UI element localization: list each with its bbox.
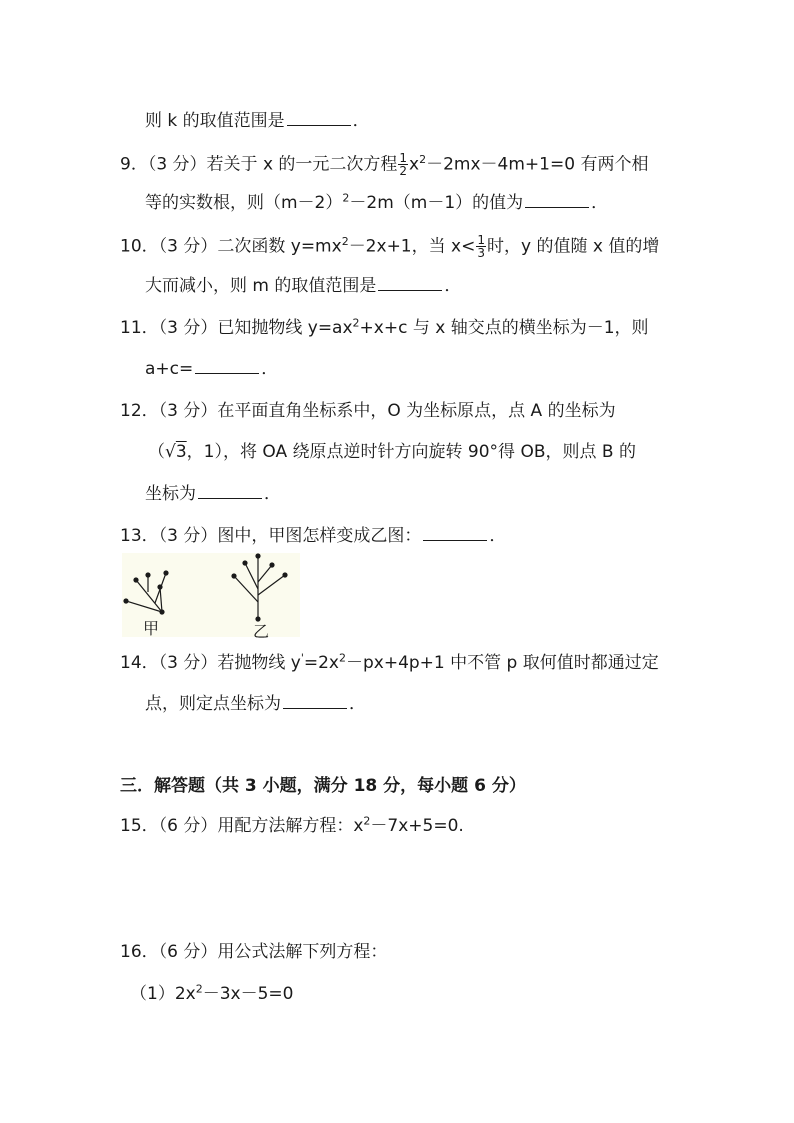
answer-blank [283,692,347,709]
tree-a [124,571,168,614]
q11-line2 [145,357,278,381]
q10-text-a: 10．（3 分）二次函数 y=mx [120,236,342,257]
answer-blank [423,524,487,541]
sqrt-symbol: √ [165,442,176,462]
q10-text-b: －2x+1，当 x< [348,236,476,257]
q14-text-c: －px+4p+1 中不管 p 取何值时都通过定 [345,653,659,673]
frac-denominator: 3 [477,246,485,260]
q12-text-c: ，1），将 OA 绕原点逆时针方向旋转 90°得 OB，则点 B 的 [186,442,636,462]
answer-blank [287,109,351,126]
q15-text-b: －7x+5=0. [370,816,464,836]
q16-text-b: （1）2x [130,984,196,1004]
q10-exponent: 2 [341,234,349,248]
q14-exponent: 2 [338,651,346,665]
q11-exponent: 2 [352,316,360,330]
q13-figure [122,553,300,641]
q11-text-c: a+c= [145,359,194,379]
q16-sub1 [130,982,293,1006]
q12-line3 [145,482,281,506]
answer-blank [525,191,589,208]
q9-exponent: 2 [419,152,427,166]
q15-line1 [120,814,464,838]
q12-end: ． [264,484,281,504]
q10-fraction [476,234,486,259]
q9-text-b: x [409,154,420,175]
q10-line1 [120,234,659,259]
q9-exponent-2: 2 [342,191,350,205]
label-yi: 乙 [253,622,270,641]
section-title [120,774,526,798]
q16-line1 [120,940,387,964]
q12-text-d: 坐标为 [145,484,196,504]
q9-text-a: 9．（3 分）若关于 x 的一元二次方程 [120,154,398,175]
label-jia: 甲 [143,619,160,638]
q16-text-c: －3x－5=0 [202,984,294,1004]
q15-text-a: 15．（6 分）用配方法解方程：x [120,816,364,836]
q10-text-d: 大而减小，则 m 的取值范围是 [145,276,377,296]
q15-exponent: 2 [363,814,371,828]
q14-text-b: =2x [303,653,339,673]
section3-title-text: 三．解答题（共 3 小题，满分 18 分，每小题 6 分） [120,776,526,796]
q9-line2 [145,191,608,215]
q13-line1 [120,524,506,548]
q11-text-a: 11．（3 分）已知抛物线 y=ax [120,318,353,338]
q10-end: ． [444,276,462,296]
sqrt-value: 3 [175,442,187,462]
answer-blank [198,482,262,499]
q12-line2 [148,440,636,464]
q14-text-a: 14．（3 分）若抛物线 y [120,653,301,673]
q9-text-e: －2m（m－1）的值为 [349,193,524,213]
q14-text-d: 点，则定点坐标为 [145,694,281,714]
q9-end: ． [591,193,609,213]
q10-line2 [145,274,461,298]
q9-text-c: －2mx－4m+1=0 有两个相 [426,154,649,175]
answer-blank [195,357,259,374]
q14-prime: ' [300,651,304,665]
frac-numerator: 1 [477,233,485,247]
q14-end: ． [349,694,366,714]
frac-denominator: 2 [399,164,408,178]
q16-text-a: 16．（6 分）用公式法解下列方程： [120,942,388,962]
tree-b [232,554,287,621]
answer-blank [378,274,442,291]
q9-text-d: 等的实数根，则（m－2） [145,193,343,213]
q14-line2 [145,692,366,716]
q12-line1 [120,399,616,423]
q16-exponent: 2 [195,982,203,996]
q11-end: ． [261,359,279,379]
q9-fraction [398,152,408,177]
q11-text-b: +x+c 与 x 轴交点的横坐标为－1，则 [359,318,649,338]
q13-text: 13．（3 分）图中，甲图怎样变成乙图： [120,526,422,546]
q12-text-b: （ [148,442,165,462]
q8-tail [145,109,370,133]
frac-numerator: 1 [399,151,408,165]
q11-line1 [120,316,649,340]
q8-end: ． [352,111,370,131]
q8-tail-text: 则 k 的取值范围是 [145,111,285,131]
q10-text-c: 时，y 的值随 x 值的增 [486,236,660,257]
q14-line1 [120,651,659,675]
q9-line1 [120,152,648,177]
q12-text-a: 12．（3 分）在平面直角坐标系中，O 为坐标原点，点 A 的坐标为 [120,401,616,421]
q13-end: ． [489,526,507,546]
